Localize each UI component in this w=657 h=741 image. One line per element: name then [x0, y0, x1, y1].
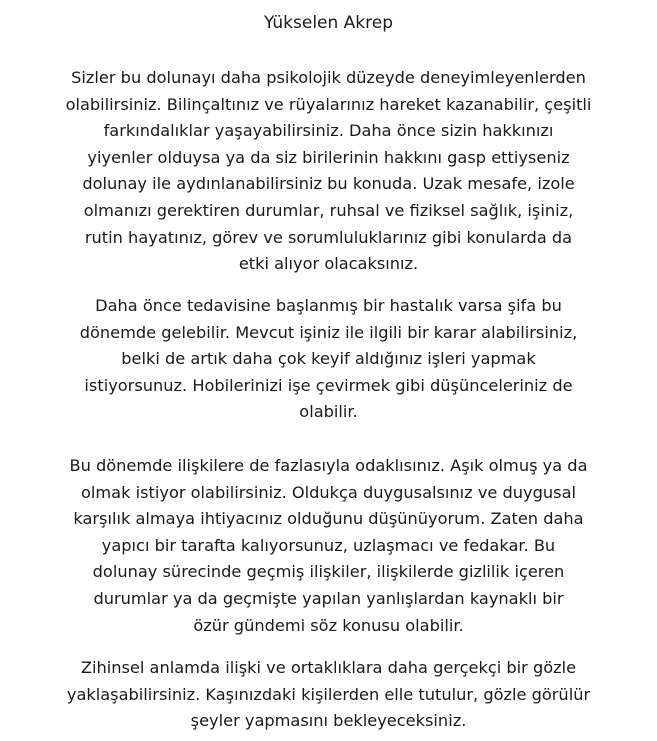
- text-line: olabilir.: [299, 402, 358, 422]
- text-line: rutin hayatınız, görev ve sorumluluklarınız gibi konularda da: [84, 227, 573, 247]
- text-line: Sizler bu dolunayı daha psikolojik düzeyde deneyimleyenlerden: [71, 68, 586, 87]
- text-line: istiyorsunuz. Hobilerinizi işe çevirmek gibi düşünceleriniz de: [84, 375, 573, 395]
- document-title: Yükselen Akrep: [263, 13, 394, 33]
- text-line: şeyler yapmasını bekleyeceksiniz.: [190, 711, 467, 731]
- paragraph-4: [0, 655, 657, 735]
- text-line: dolunay sürecinde geçmiş ilişkiler, ilişkilerde gizlilik içeren: [92, 562, 565, 582]
- text-line: yapıcı bir tarafta kalıyorsunuz, uzlaşmacı ve fedakar. Bu: [101, 535, 556, 555]
- text-line: olmak istiyor olabilirsiniz. Oldukça duygusalsınız ve duygusal: [80, 482, 576, 502]
- text-line: yaklaşabilirsiniz. Kaşınızdaki kişilerden elle tutulur, gözle görülür: [66, 684, 591, 704]
- text-line: Zihinsel anlamda ilişki ve ortaklıklara daha gerçekçi bir gözle: [80, 658, 577, 677]
- text-line: Daha önce tedavisine başlanmış bir hastalık varsa şifa bu: [95, 296, 562, 315]
- text-line: etki alıyor olacaksınız.: [238, 254, 419, 274]
- text-line: olabilirsiniz. Bilinçaltınız ve rüyalarınız hareket kazanabilir, çeşitli: [65, 94, 592, 114]
- paragraph-2: [0, 293, 657, 426]
- text-line: farkındalıklar yaşayabilirsiniz. Daha önce sizin hakkınızı: [103, 121, 554, 141]
- text-line: dönemde gelebilir. Mevcut işiniz ile ilgili bir karar alabilirsiniz,: [79, 322, 578, 342]
- text-line: belki de artık daha çok keyif aldığınız işleri yapmak: [121, 349, 536, 369]
- text-line: karşılık almaya ihtiyacınız olduğunu düşünüyorum. Zaten daha: [73, 509, 584, 529]
- paragraph-3: [0, 453, 657, 639]
- text-line: Bu dönemde ilişkilere de fazlasıyla odaklısınız. Aşık olmuş ya da: [69, 456, 588, 475]
- text-line: olmanızı gerektiren durumlar, ruhsal ve fiziksel sağlık, işiniz,: [83, 200, 574, 220]
- paragraph-1: [0, 65, 657, 278]
- text-line: durumlar ya da geçmişte yapılan yanlışlardan kaynaklı bir: [93, 588, 564, 608]
- text-line: özür gündemi söz konusu olabilir.: [193, 615, 464, 635]
- text-line: dolunay ile aydınlanabilirsiniz bu konuda. Uzak mesafe, izole: [82, 174, 575, 194]
- text-line: yiyenler olduysa ya da siz birilerinin hakkını gasp ettiyseniz: [87, 147, 570, 167]
